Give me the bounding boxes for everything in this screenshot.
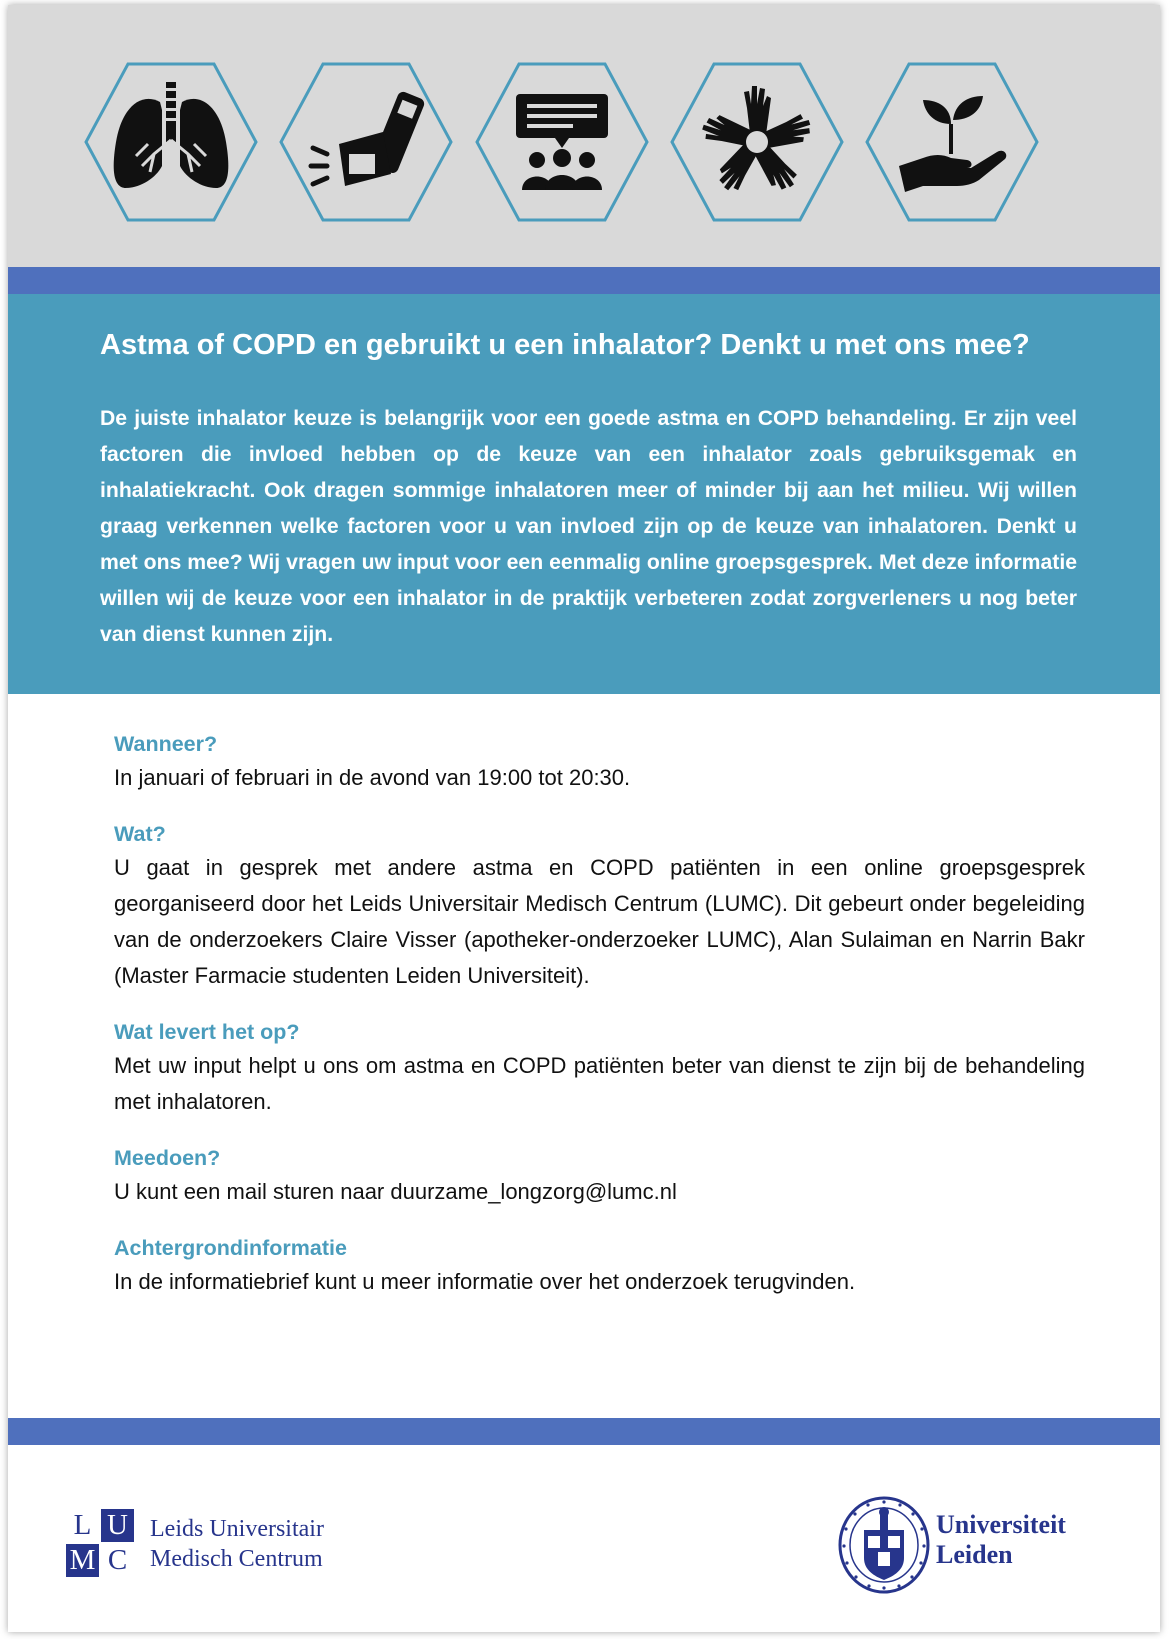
lumc-letter: U: [101, 1509, 134, 1542]
lumc-letter: C: [101, 1544, 134, 1577]
section-text: In de informatiebrief kunt u meer informatie over het onderzoek terugvinden.: [114, 1269, 856, 1294]
intro-panel: [8, 294, 1160, 694]
section-text: Met uw input helpt u ons om astma en COPD patiënten beter van dienst te zijn bij de behandeling met inhalatoren.: [114, 1053, 1085, 1114]
lungs-icon: [84, 62, 258, 222]
section-text: In januari of februari in de avond van 19:00 tot 20:30.: [114, 765, 631, 790]
section-text: U kunt een mail sturen naar duurzame_longzorg@lumc.nl: [114, 1179, 677, 1204]
leiden-name-line1: Universiteit: [936, 1510, 1066, 1539]
leiden-name-line2: Leiden: [936, 1540, 1013, 1569]
section-heading: Wat?: [114, 822, 166, 846]
section-background: [114, 1232, 1085, 1300]
bottom-stripe: [8, 1418, 1160, 1445]
section-heading: Wanneer?: [114, 732, 218, 756]
inhaler-icon: [279, 62, 453, 222]
lumc-name-line1: Leids Universitair: [150, 1516, 324, 1542]
section-heading: Wat levert het op?: [114, 1020, 300, 1044]
info-sections: [114, 728, 1085, 1322]
intro-text: De juiste inhalator keuze is belangrijk voor een goede astma en COPD behandeling. Er zijn veel factoren die invloed hebben op de keuze van een inhalator zoals gebruiksgemak en inhalatiekracht. Ook dragen sommige inhalatoren meer of minder bij aan het milieu. Wij willen graag verkennen welke factoren voor u van invloed zijn op de keuze van inhalatoren. Denkt u met ons mee? Wij vragen uw input voor een eenmalig online groepsgesprek. Met deze informatie willen wij de keuze voor een inhalator in de praktijk verbeteren zodat zorgverleners u nog beter van dienst kunnen zijn.: [100, 407, 1077, 646]
group-discussion-icon: [475, 62, 649, 222]
section-text: U gaat in gesprek met andere astma en COPD patiënten in een online groepsgesprek georganiseerd door het Leids Universitair Medisch Centrum (LUMC). Dit gebeurt onder begeleiding van de onderzoekers Claire Visser (apotheker-onderzoeker LUMC), Alan Sulaiman en Narrin Bakr (Master Farmacie studenten Leiden Universiteit).: [114, 855, 1085, 988]
section-heading: Meedoen?: [114, 1146, 221, 1170]
section-benefit: [114, 1016, 1085, 1120]
leiden-university-logo: [838, 1492, 1098, 1602]
lumc-name-line2: Medisch Centrum: [150, 1546, 323, 1572]
section-heading: Achtergrondinformatie: [114, 1236, 347, 1260]
leiden-name: [936, 1510, 1066, 1570]
lumc-logo: [66, 1506, 366, 1580]
lumc-monogram: [66, 1509, 134, 1577]
section-when: [114, 728, 1085, 796]
section-participate: [114, 1142, 1085, 1210]
page-title: Astma of COPD en gebruikt u een inhalator? Denkt u met ons mee?: [100, 329, 1030, 361]
section-what: [114, 818, 1085, 994]
lumc-name: [150, 1514, 324, 1574]
plant-in-hand-icon: [865, 62, 1039, 222]
joined-hands-icon: [670, 62, 844, 222]
flyer-page: [8, 5, 1160, 1632]
university-seal-icon: [838, 1496, 930, 1594]
top-stripe: [8, 267, 1160, 294]
icon-band: [8, 5, 1160, 267]
lumc-letter: M: [66, 1544, 99, 1577]
lumc-letter: L: [66, 1509, 99, 1542]
